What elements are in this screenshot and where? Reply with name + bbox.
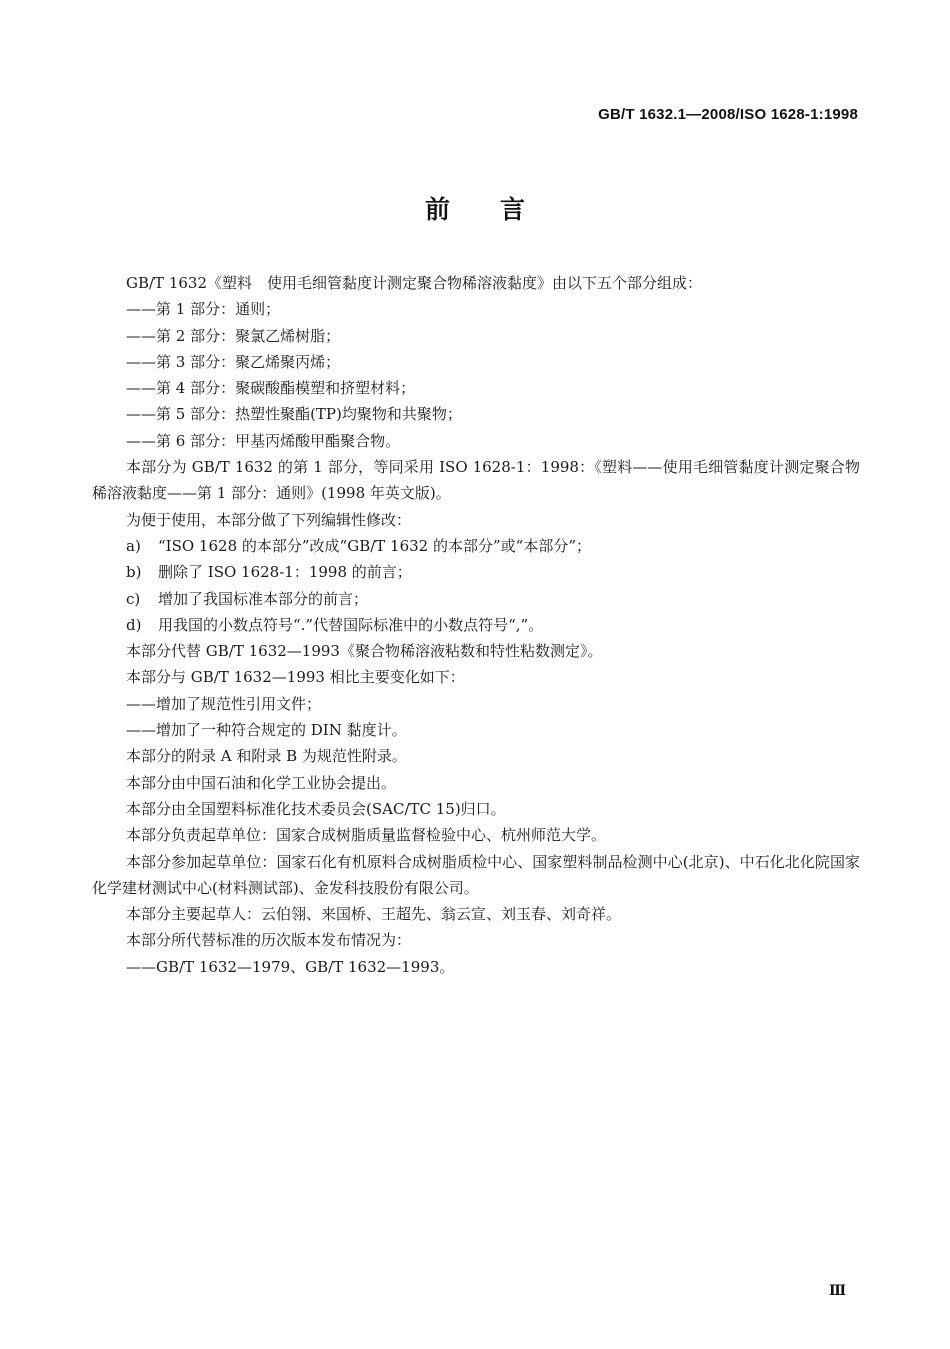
proposed-paragraph: 本部分由中国石油和化学工业协会提出。 [126,773,397,792]
edit-item [92,559,860,585]
edit-item-text: 用我国的小数点符号“.”代替国际标准中的小数点符号“,”。 [158,615,544,634]
edit-item-label: c) [126,589,141,608]
part-item: ——第 1 部分：通则； [126,300,281,319]
adoption-paragraph: 本部分为 GB/T 1632 的第 1 部分，等同采用 ISO 1628-1：1998：《塑料——使用毛细管黏度计测定聚合物稀溶液黏度——第 1 部分：通则》(1998 年英文版)。 [92,458,860,503]
drafting-unit-paragraph: 本部分负责起草单位：国家合成树脂质量监督检验中心、杭州师范大学。 [126,826,607,845]
edit-item-text: 删除了 ISO 1628-1：1998 的前言； [158,563,412,582]
change-item: ——增加了规范性引用文件； [126,694,322,713]
intro-paragraph: GB/T 1632《塑料 使用毛细管黏度计测定聚合物稀溶液黏度》由以下五个部分组成： [126,274,703,292]
part-item: ——第 5 部分：热塑性聚酯(TP)均聚物和共聚物； [126,405,462,424]
page-number: Ⅲ [828,1283,846,1299]
edit-item [92,586,860,612]
edit-item-label: b) [126,563,142,582]
edit-item-text: “ISO 1628 的本部分”改成“GB/T 1632 的本部分”或“本部分”； [158,536,591,555]
drafters-paragraph: 本部分主要起草人：云伯翎、来国桥、王超先、翁云宣、刘玉春、刘奇祥。 [126,905,622,924]
edit-item [92,533,860,559]
history-intro-paragraph: 本部分所代替标准的历次版本发布情况为： [126,931,412,950]
part-item: ——第 6 部分：甲基丙烯酸甲酯聚合物。 [126,431,401,450]
part-item: ——第 4 部分：聚碳酸酯模塑和挤塑材料； [126,379,416,398]
part-item: ——第 3 部分：聚乙烯聚丙烯； [126,352,341,371]
edit-item-label: a) [126,536,141,555]
change-item: ——增加了一种符合规定的 DIN 黏度计。 [126,721,407,740]
foreword-body [92,270,860,980]
centralized-paragraph: 本部分由全国塑料标准化技术委员会(SAC/TC 15)归口。 [126,799,506,818]
changes-intro-paragraph: 本部分与 GB/T 1632—1993 相比主要变化如下： [126,668,465,687]
edit-item [92,612,860,638]
edit-intro-paragraph: 为便于使用，本部分做了下列编辑性修改： [126,510,412,529]
page-title: 前言 [424,195,575,224]
part-item: ——第 2 部分：聚氯乙烯树脂； [126,326,341,345]
edit-item-label: d) [126,615,142,634]
standard-code: GB/T 1632.1—2008/ISO 1628-1:1998 [598,106,858,123]
participating-units-paragraph: 本部分参加起草单位：国家石化有机原料合成树脂质检中心、国家塑料制品检测中心(北京)、中石化北化院国家化学建材测试中心(材料测试部)、金发科技股份有限公司。 [92,852,860,897]
edit-item-text: 增加了我国标准本部分的前言； [158,589,369,608]
history-item: ——GB/T 1632—1979、GB/T 1632—1993。 [126,957,455,976]
replaces-paragraph: 本部分代替 GB/T 1632—1993《聚合物稀溶液粘数和特性粘数测定》。 [126,642,603,661]
annex-paragraph: 本部分的附录 A 和附录 B 为规范性附录。 [126,747,407,766]
